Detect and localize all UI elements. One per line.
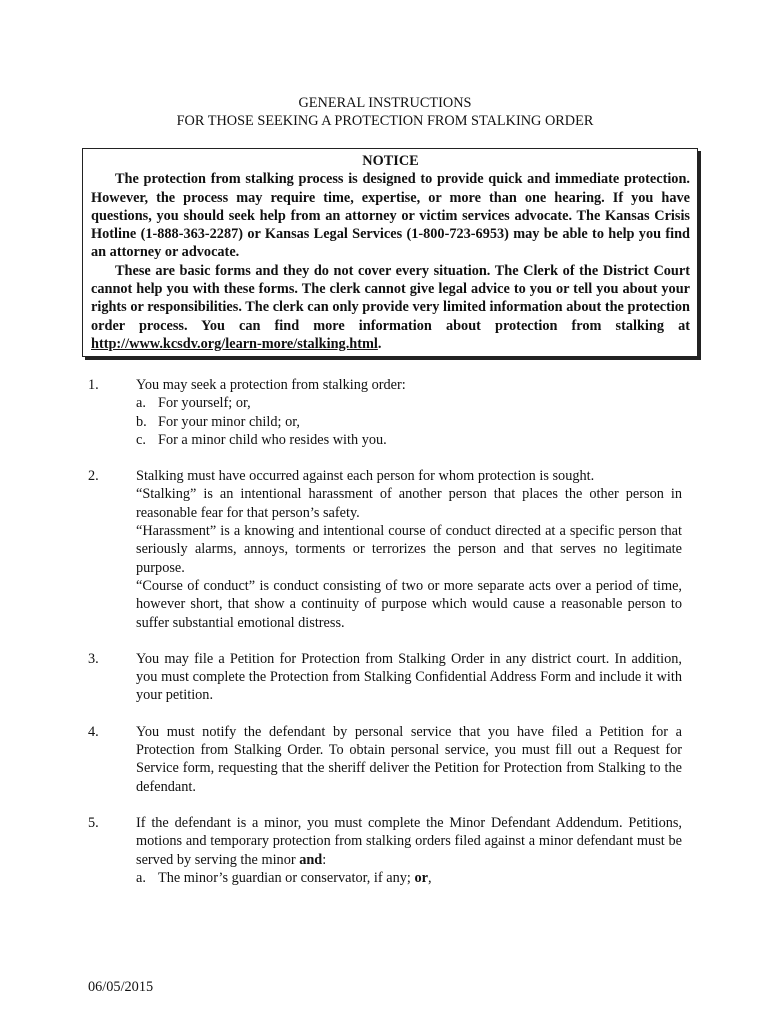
item-text: You must notify the defendant by personal service that you have filed a Petition for a Protection from Stalking Order. To obtain personal service, you must fill out a Request for Service form, requesting that the sheriff deliver the Petition for Protection from Stalking to the defendant. xyxy=(136,723,682,795)
sub-item-letter: c. xyxy=(136,431,146,448)
instruction-list xyxy=(88,376,682,887)
item-text xyxy=(136,814,682,869)
stalking-info-link[interactable]: http://www.kcsdv.org/learn-more/stalking.html xyxy=(91,335,378,352)
course-of-conduct-definition: “Course of conduct” is conduct consisting of two or more separate acts over a period of time, however short, that show a continuity of purpose which would cause a reasonable person to suffer substantial emotional distress. xyxy=(136,577,682,631)
sub-item-letter: b. xyxy=(136,413,147,430)
sub-item xyxy=(136,413,682,431)
item-number: 4. xyxy=(88,723,99,740)
stalking-definition: “Stalking” is an intentional harassment of another person that places the other person in reasonable fear for that person’s safety. xyxy=(136,486,682,521)
sub-item-letter: a. xyxy=(136,395,146,412)
item-text-bold: and xyxy=(299,851,323,868)
harassment-definition: “Harassment” is a knowing and intentional course of conduct directed at a specific person that seriously alarms, annoys, torments or terrorizes the person and that serves no legitimate purpose. xyxy=(136,523,682,576)
item-text: Stalking must have occurred against each person for whom protection is sought. xyxy=(136,468,595,485)
item-number: 3. xyxy=(88,650,99,667)
notice-box xyxy=(82,148,698,357)
item-number: 1. xyxy=(88,377,99,393)
footer-date: 06/05/2015 xyxy=(88,979,154,995)
item-number: 5. xyxy=(88,814,99,831)
notice-paragraph-2-end: . xyxy=(377,335,382,352)
notice-heading: NOTICE xyxy=(362,153,419,169)
document-title xyxy=(0,94,770,130)
sub-item xyxy=(136,394,682,412)
item-text: You may file a Petition for Protection from Stalking Order in any district court. In addition, you must complete the Protection from Stalking Confidential Address Form and include it with your petition. xyxy=(136,650,682,704)
sub-item xyxy=(136,431,682,449)
title-line-2: FOR THOSE SEEKING A PROTECTION FROM STALKING ORDER xyxy=(176,113,594,129)
list-item xyxy=(88,814,682,887)
sub-item-end: , xyxy=(427,869,432,886)
item-text: You may seek a protection from stalking order: xyxy=(136,377,406,393)
notice-paragraph-1: The protection from stalking process is designed to provide quick and immediate protection. However, the process may require time, expertise, or more than one hearing. If you have questions, you should seek help from an attorney or victim services advocate. The Kansas Crisis Hotline (1-888-363-2287) or Kansas Legal Services (1-800-723-6953) may be able to help you find an attorney or advocate. xyxy=(91,171,690,261)
sub-item-text: The minor’s guardian or conservator, if any; xyxy=(158,869,415,886)
item-text-end: : xyxy=(322,851,327,868)
sub-item-text: For your minor child; or, xyxy=(158,413,300,430)
item-text-start: If the defendant is a minor, you must complete the Minor Defendant Addendum. Petitions, motions and temporary protection from stalking orders filed against a minor defendant must be served by serving the minor xyxy=(136,814,682,868)
title-line-1: GENERAL INSTRUCTIONS xyxy=(298,95,472,111)
sub-item xyxy=(136,869,682,887)
list-item xyxy=(88,376,682,449)
item-number: 2. xyxy=(88,468,99,485)
sub-item-text: For a minor child who resides with you. xyxy=(158,431,387,448)
list-item xyxy=(88,650,682,705)
sub-item-bold: or xyxy=(414,869,428,886)
list-item xyxy=(88,467,682,632)
sub-item-text: For yourself; or, xyxy=(158,395,251,412)
notice-paragraph-2 xyxy=(91,262,690,353)
list-item xyxy=(88,723,682,796)
notice-paragraph-2-text: These are basic forms and they do not cover every situation. The Clerk of the District Court cannot help you with these forms. The clerk cannot give legal advice to you or tell you about your rights or responsibilities. The clerk can only provide very limited information about the protection order process. You can find more information about protection from stalking at xyxy=(91,262,690,334)
sub-item-letter: a. xyxy=(136,869,146,886)
